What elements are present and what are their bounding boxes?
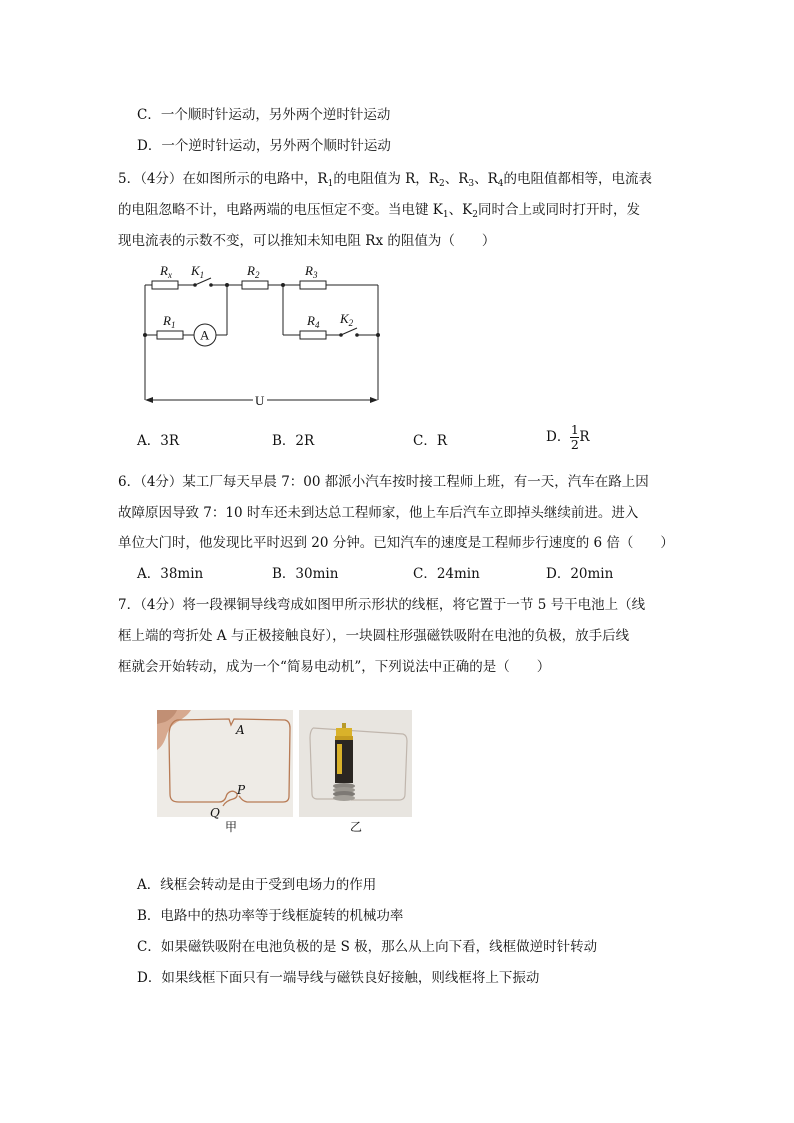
q4-option-d: D．一个逆时针运动，另外两个顺时针运动 (137, 138, 391, 154)
label-r3: $R_3$ (305, 263, 318, 280)
circuit-diagram (135, 258, 395, 410)
photo-yi (299, 710, 412, 817)
resistor-r4 (300, 331, 326, 339)
label-r2: $R_2$ (247, 263, 260, 280)
label-k2: $K_2$ (340, 311, 354, 328)
q6-line-1: 6．（4分）某工厂每天早晨 7：00 都派小汽车按时接工程师上班，有一天，汽车在路上因 (118, 474, 649, 490)
q7-option-d: D．如果线框下面只有一端导线与磁铁良好接触，则线框将上下振动 (137, 970, 540, 986)
label-u: U (255, 393, 265, 408)
label-r1: $R_1$ (163, 313, 176, 330)
label-q: Q (210, 806, 220, 820)
resistor-r3 (300, 281, 326, 289)
q7-option-b: B．电路中的热功率等于线框旋转的机械功率 (137, 908, 404, 924)
fraction-one-half: $\frac{1}{2}$ (570, 422, 579, 452)
label-rx: $R_x$ (160, 263, 172, 280)
label-p: P (237, 783, 246, 797)
resistor-rx (152, 281, 178, 289)
q7-line-3: 框就会开始转动，成为一个“简易电动机”，下列说法中正确的是（ ） (118, 659, 551, 675)
photo-jia (157, 710, 293, 817)
q5-line-2: 的电阻忽略不计，电路两端的电压恒定不变。当电键 $K_1$、$K_2$同时合上或同时打开时，发 (118, 202, 640, 220)
q6-line-2: 故障原因导致 7：10 时车还未到达总工程师家，他上车后汽车立即掉头继续前进。进入 (118, 505, 639, 521)
caption-jia: 甲 (225, 820, 238, 834)
q5-number: 5．（4分） (118, 171, 183, 187)
junction-dot (376, 333, 380, 337)
junction-dot (281, 283, 285, 287)
q7-line-2: 框上端的弯折处 A 与正极接触良好），一块圆柱形强磁铁吸附在电池的负极，放手后线 (118, 628, 630, 644)
resistor-r1 (157, 331, 183, 339)
arrow-right (370, 397, 378, 403)
q5-option-d: D． $\frac{1}{2}$ R (546, 422, 590, 452)
junction-dot (225, 283, 229, 287)
switch-k2 (341, 328, 357, 335)
q6-line-3: 单位大门时，他发现比平时迟到 20 分钟。已知汽车的速度是工程师步行速度的 6 倍（ ） (118, 535, 674, 551)
q7-option-a: A．线框会转动是由于受到电场力的作用 (137, 877, 377, 893)
label-a: A (236, 723, 245, 737)
q7-option-c: C．如果磁铁吸附在电池负极的是 S 极，那么从上向下看，线框做逆时针转动 (137, 939, 598, 955)
q7-line-1: 7．（4分）将一段裸铜导线弯成如图甲所示形状的线框，将它置于一节 5 号干电池上（线 (118, 597, 646, 613)
q6-option-a: A．38min (137, 566, 204, 582)
q5-line-1: 5．（4分）在如图所示的电路中，$R_1$的电阻值为 R，$R_2$、$R_3$、$R_4$的电阻值都相等，电流表 (118, 171, 653, 189)
q5-option-a: A．3R (137, 433, 180, 449)
q5-line-3: 现电流表的示数不变，可以推知未知电阻 Rx 的阻值为（ ） (118, 233, 496, 249)
q6-option-d: D．20min (546, 566, 614, 582)
label-r4: $R_4$ (307, 313, 320, 330)
battery-top (336, 728, 352, 736)
resistor-r2 (242, 281, 268, 289)
q6-option-b: B．30min (272, 566, 339, 582)
q6-option-c: C．24min (413, 566, 480, 582)
junction-dot (143, 333, 147, 337)
caption-yi: 乙 (350, 820, 363, 834)
label-ammeter: A (200, 327, 210, 343)
q4-option-c: C．一个顺时针运动，另外两个逆时针运动 (137, 107, 391, 123)
arrow-left (145, 397, 153, 403)
label-k1: $K_1$ (191, 263, 205, 280)
q5-option-c: C．R (413, 433, 447, 449)
wire-frame-image (157, 710, 293, 817)
q5-option-b: B．2R (272, 433, 315, 449)
battery-motor-image (299, 710, 412, 817)
